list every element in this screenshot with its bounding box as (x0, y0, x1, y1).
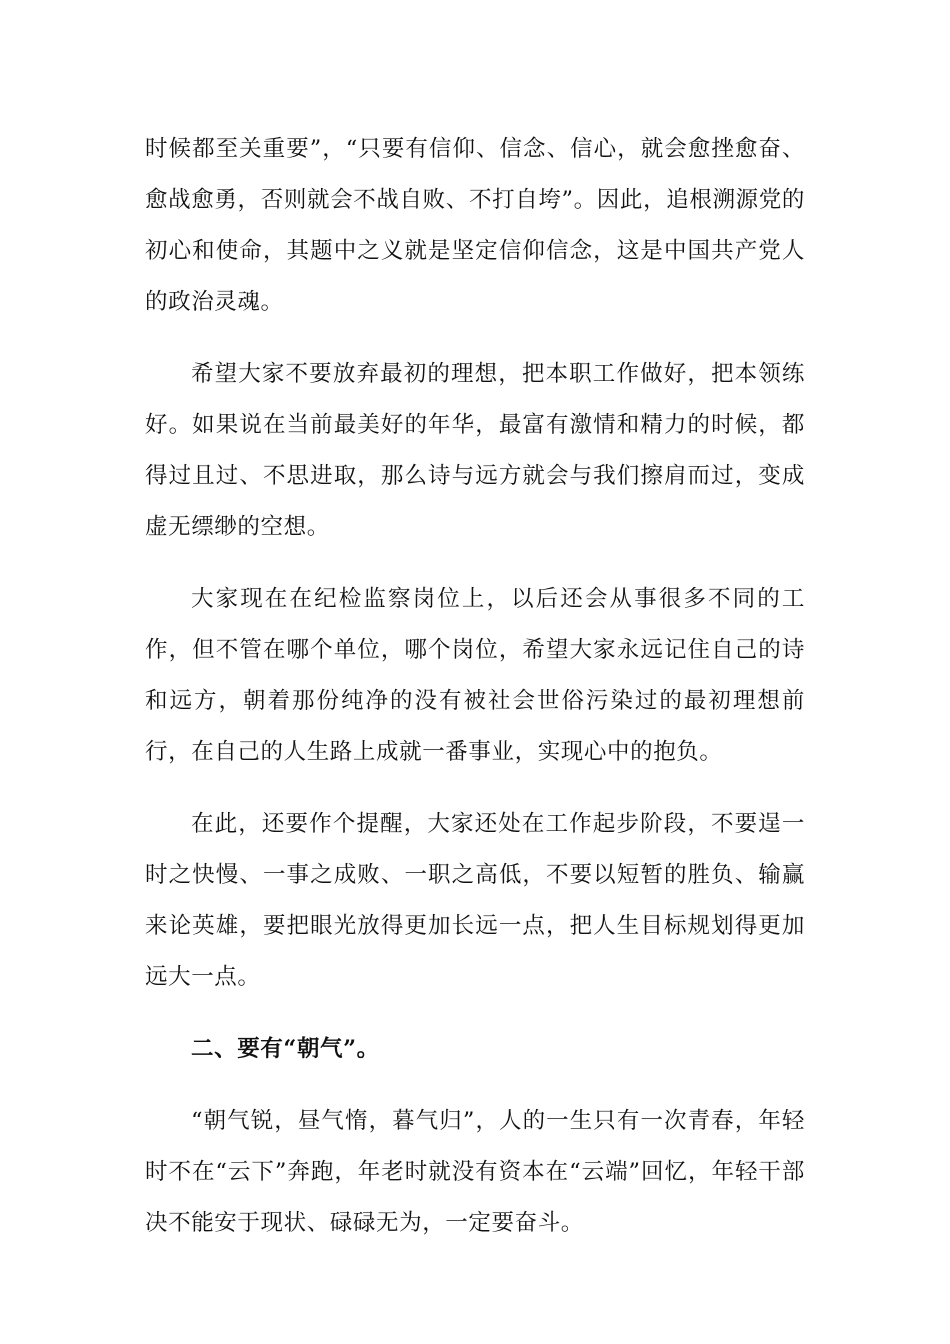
paragraph-2: 希望大家不要放弃最初的理想，把本职工作做好，把本领练好。如果说在当前最美好的年华，最富有激情和精力的时候，都得过且过、不思进取，那么诗与远方就会与我们擦肩而过，变成虚无缥缈的空想。 (145, 361, 805, 540)
paragraph-5: “朝气锐，昼气惰，暮气归”，人的一生只有一次青春，年轻时不在“云下”奔跑，年老时就没有资本在“云端”回忆，年轻干部决不能安于现状、碌碌无为，一定要奋斗。 (145, 1108, 805, 1236)
paragraph-1: 时候都至关重要”，“只要有信仰、信念、信心，就会愈挫愈奋、愈战愈勇，否则就会不战自败、不打自垮”。因此，追根溯源党的初心和使命，其题中之义就是坚定信仰信念，这是中国共产党人的政治灵魂。 (145, 136, 805, 315)
document-body (145, 124, 805, 1270)
paragraph-3: 大家现在在纪检监察岗位上，以后还会从事很多不同的工作，但不管在哪个单位，哪个岗位，希望大家永远记住自己的诗和远方，朝着那份纯净的没有被社会世俗污染过的最初理想前行，在自己的人生路上成就一番事业，实现心中的抱负。 (145, 586, 805, 765)
section-heading: 二、要有“朝气”。 (191, 1036, 380, 1062)
paragraph-4: 在此，还要作个提醒，大家还处在工作起步阶段，不要逞一时之快慢、一事之成败、一职之高低，不要以短暂的胜负、输赢来论英雄，要把眼光放得更加长远一点，把人生目标规划得更加远大一点。 (145, 811, 805, 990)
